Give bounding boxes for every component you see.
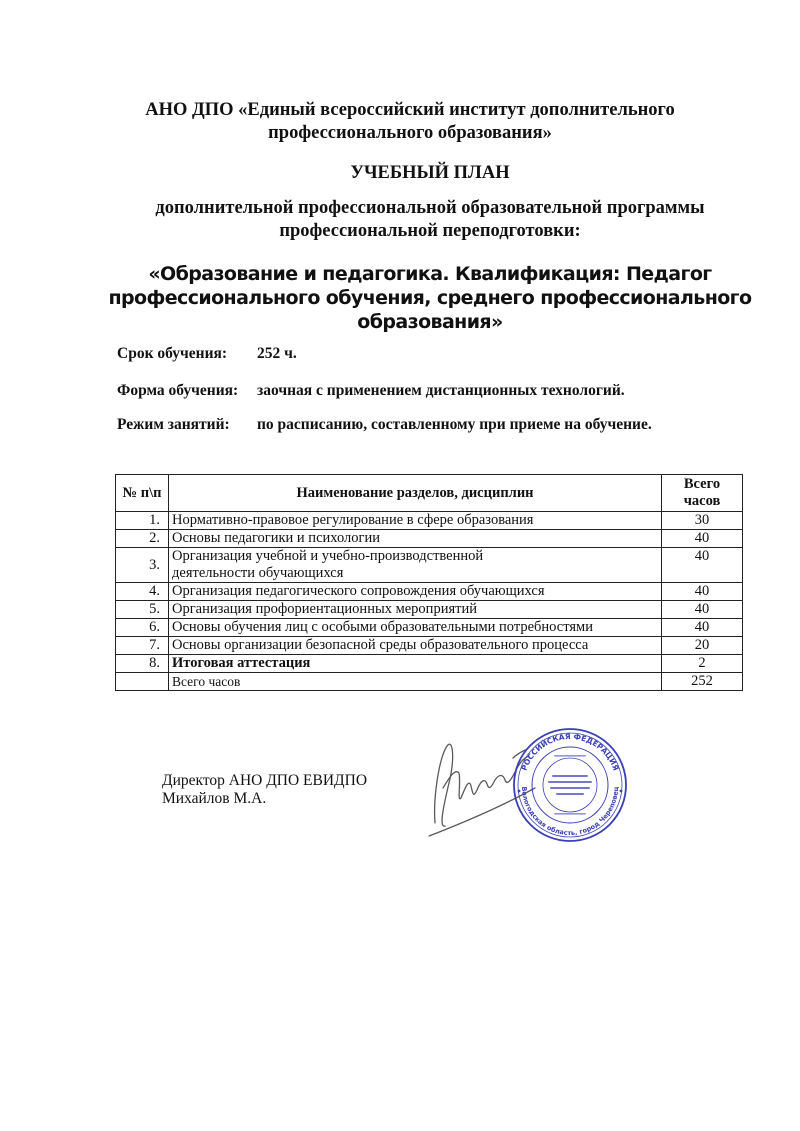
signer-name: Михайлов М.А. bbox=[162, 790, 267, 807]
table-row bbox=[116, 512, 743, 530]
table-row bbox=[116, 583, 743, 601]
row-name: Организация учебной и учебно-производственной деятельности обучающихся bbox=[169, 548, 662, 583]
row-num: 4. bbox=[116, 583, 169, 601]
duration-row bbox=[117, 345, 297, 363]
mode-row bbox=[117, 416, 652, 434]
program-name-line3: образования» bbox=[357, 311, 503, 333]
row-num: 7. bbox=[116, 637, 169, 655]
table-row bbox=[116, 601, 743, 619]
table-row bbox=[116, 548, 743, 583]
program-description-line1: дополнительной профессиональной образовательной программы bbox=[155, 198, 705, 218]
row-num: 8. bbox=[116, 655, 169, 673]
form-label: Форма обучения: bbox=[117, 382, 239, 399]
row-hours: 40 bbox=[662, 601, 743, 619]
program-name-line2: профессионального обучения, среднего профессионального bbox=[108, 287, 752, 309]
row-hours: 20 bbox=[662, 637, 743, 655]
form-value: заочная с применением дистанционных технологий. bbox=[257, 382, 625, 399]
header-hours bbox=[662, 475, 743, 512]
row-hours: 40 bbox=[662, 548, 743, 583]
row-hours: 2 bbox=[662, 655, 743, 673]
signer-block bbox=[162, 772, 367, 808]
row-name: Основы организации безопасной среды образовательного процесса bbox=[169, 637, 662, 655]
program-description bbox=[100, 197, 760, 243]
row-name: Организация профориентационных мероприятий bbox=[169, 601, 662, 619]
organization-title bbox=[100, 99, 720, 145]
row-hours: 30 bbox=[662, 512, 743, 530]
table-header-row bbox=[116, 475, 743, 512]
table-row bbox=[116, 619, 743, 637]
row-hours: 40 bbox=[662, 619, 743, 637]
table-row bbox=[116, 637, 743, 655]
program-name bbox=[100, 262, 760, 334]
table-row-total bbox=[116, 673, 743, 691]
duration-label: Срок обучения: bbox=[117, 345, 228, 362]
program-name-line1: «Образование и педагогика. Квалификация: Педагог bbox=[148, 263, 712, 285]
row-hours: 40 bbox=[662, 530, 743, 548]
total-hours: 252 bbox=[662, 673, 743, 691]
header-hours-line1: Всего bbox=[683, 476, 721, 492]
curriculum-table bbox=[115, 474, 743, 691]
row-name: Основы обучения лиц с особыми образовательными потребностями bbox=[169, 619, 662, 637]
row-name: Организация педагогического сопровождения обучающихся bbox=[169, 583, 662, 601]
row-name: Основы педагогики и психологии bbox=[169, 530, 662, 548]
duration-value: 252 ч. bbox=[257, 345, 297, 362]
total-num bbox=[116, 673, 169, 691]
table-row bbox=[116, 530, 743, 548]
mode-value: по расписанию, составленному при приеме на обучение. bbox=[257, 416, 652, 433]
table-row-final-attestation bbox=[116, 655, 743, 673]
total-label: Всего часов bbox=[169, 673, 662, 691]
row-num: 2. bbox=[116, 530, 169, 548]
row-num: 1. bbox=[116, 512, 169, 530]
official-stamp-icon bbox=[510, 725, 630, 845]
svg-text:РОССИЙСКАЯ ФЕДЕРАЦИЯ: РОССИЙСКАЯ ФЕДЕРАЦИЯ bbox=[519, 731, 621, 772]
program-description-line2: профессиональной переподготовки: bbox=[279, 221, 581, 241]
organization-title-line1: АНО ДПО «Единый всероссийский институт дополнительного bbox=[145, 100, 675, 120]
row-hours: 40 bbox=[662, 583, 743, 601]
form-row bbox=[117, 382, 625, 400]
signer-position: Директор АНО ДПО ЕВИДПО bbox=[162, 772, 368, 789]
row-name: Итоговая аттестация bbox=[169, 655, 662, 673]
header-name: Наименование разделов, дисциплин bbox=[169, 475, 662, 512]
mode-label: Режим занятий: bbox=[117, 416, 230, 433]
row-num: 5. bbox=[116, 601, 169, 619]
svg-text:Вологодская область, город Чер: Вологодская область, город Череповец bbox=[519, 786, 621, 838]
row-name: Нормативно-правовое регулирование в сфере образования bbox=[169, 512, 662, 530]
document-title: УЧЕБНЫЙ ПЛАН bbox=[350, 163, 510, 183]
header-hours-line2: часов bbox=[683, 493, 721, 509]
row-num: 3. bbox=[116, 548, 169, 583]
row-num: 6. bbox=[116, 619, 169, 637]
header-num: № п\п bbox=[116, 475, 169, 512]
organization-title-line2: профессионального образования» bbox=[268, 123, 552, 143]
